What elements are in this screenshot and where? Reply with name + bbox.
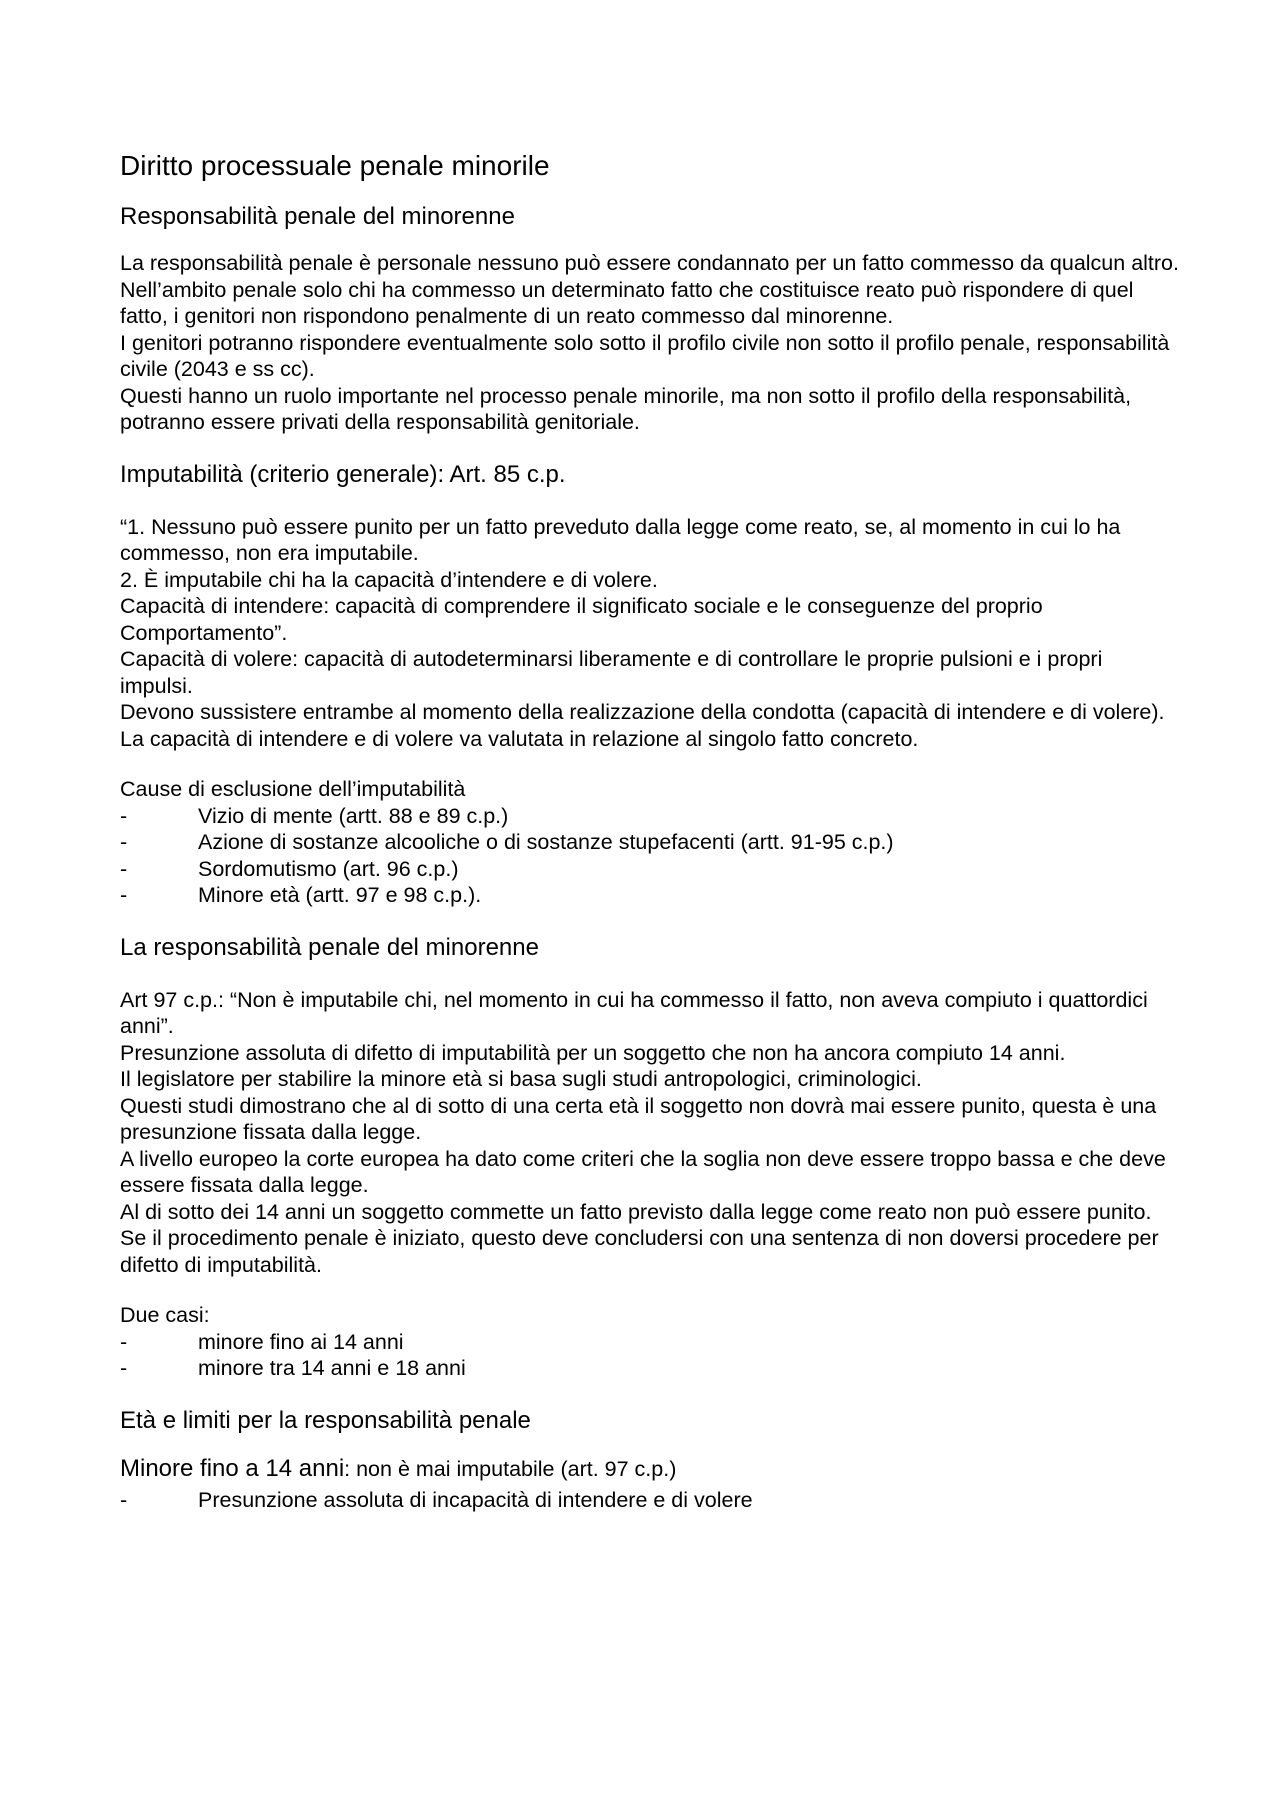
paragraph-line: Capacità di volere: capacità di autodeterminarsi liberamente e di controllare le proprie pulsioni e i propri impulsi. (120, 647, 1103, 698)
minore-14-list (120, 1487, 1180, 1514)
paragraph-line: Il legislatore per stabilire la minore età si basa sugli studi antropologici, criminologici. (120, 1067, 922, 1091)
section-heading-minorenne: La responsabilità penale del minorenne (120, 933, 539, 961)
cases-list (120, 1329, 1180, 1382)
paragraph-line: Questi hanno un ruolo importante nel processo penale minorile, ma non sotto il profilo della responsabilità, potranno essere privati della responsabilità genitoriale. (120, 383, 1132, 434)
paragraph-line: La capacità di intendere e di volere va valutata in relazione al singolo fatto concreto. (120, 726, 919, 751)
list-item (120, 882, 1180, 909)
paragraph-line: Questi studi dimostrano che al di sotto di una certa età il soggetto non dovrà mai essere punito, questa è una presunzione fissata dalla legge. (120, 1093, 1157, 1144)
list-item (120, 1487, 1180, 1514)
paragraph-line: 2. È imputabile chi ha la capacità d’intendere e di volere. (120, 567, 658, 592)
paragraph-line: Al di sotto dei 14 anni un soggetto commette un fatto previsto dalla legge come reato non può essere punito. (120, 1199, 1152, 1224)
paragraph-line: “1. Nessuno può essere punito per un fatto preveduto dalla legge come reato, se, al momento in cui lo ha commesso, non era imputabile. (120, 514, 1121, 565)
paragraph-line: Presunzione assoluta di difetto di imputabilità per un soggetto che non ha ancora compiuto 14 anni. (120, 1040, 1066, 1065)
list-item (120, 856, 1180, 883)
paragraph-line: Art 97 c.p.: “Non è imputabile chi, nel momento in cui ha commesso il fatto, non aveva compiuto i quattordici anni”. (120, 987, 1148, 1038)
list-item (120, 829, 1180, 856)
paragraph-line: Capacità di intendere: capacità di comprendere il significato sociale e le conseguenze del proprio Comportamento”. (120, 594, 1043, 645)
bullet-dash: - (120, 1329, 128, 1354)
causes-list (120, 803, 1180, 909)
bullet-dash: - (120, 856, 128, 881)
list-item-text: Minore età (artt. 97 e 98 c.p.). (198, 883, 482, 907)
bullet-dash: - (120, 830, 128, 854)
causes-label: Cause di esclusione dell’imputabilità (120, 777, 466, 801)
list-item-text: minore tra 14 anni e 18 anni (198, 1356, 466, 1380)
section-heading-eta-limiti: Età e limiti per la responsabilità penale (120, 1406, 531, 1434)
bullet-dash: - (120, 1356, 128, 1380)
list-item-text: Vizio di mente (artt. 88 e 89 c.p.) (198, 803, 509, 828)
bullet-dash: - (120, 883, 128, 907)
paragraph-line: A livello europeo la corte europea ha dato come criteri che la soglia non deve essere troppo bassa e che deve essere fissata dalla legge. (120, 1146, 1166, 1197)
bullet-dash: - (120, 1487, 128, 1512)
paragraph-line: Se il procedimento penale è iniziato, questo deve concludersi con una sentenza di non doversi procedere per difetto di imputabilità. (120, 1226, 1159, 1277)
document-title: Diritto processuale penale minorile (120, 150, 550, 181)
list-item-text: minore fino ai 14 anni (198, 1329, 404, 1354)
bullet-dash: - (120, 803, 128, 828)
list-item-text: Presunzione assoluta di incapacità di intendere e di volere (198, 1487, 753, 1512)
cases-label: Due casi: (120, 1303, 210, 1327)
sub-heading-main: Minore fino a 14 anni (120, 1454, 345, 1482)
document-page (120, 148, 1180, 1537)
list-item (120, 1355, 1180, 1382)
list-item-text: Sordomutismo (art. 96 c.p.) (198, 856, 459, 881)
section-body-responsabilita (120, 250, 1180, 436)
paragraph-line: La responsabilità penale è personale nessuno può essere condannato per un fatto commesso da qualcun altro. (120, 251, 1179, 275)
paragraph-line: Nell’ambito penale solo chi ha commesso un determinato fatto che costituisce reato può rispondere di quel fatto, i genitori non rispondono penalmente di un reato commesso dal minorenne. (120, 277, 1134, 328)
sub-heading-detail: : non è mai imputabile (art. 97 c.p.) (344, 1456, 677, 1481)
list-item (120, 803, 1180, 830)
list-item (120, 1329, 1180, 1356)
section-heading-responsabilita: Responsabilità penale del minorenne (120, 203, 515, 230)
section-body-minorenne (120, 987, 1180, 1279)
list-item-text: Azione di sostanze alcooliche o di sostanze stupefacenti (artt. 91-95 c.p.) (198, 830, 894, 854)
paragraph-line: Devono sussistere entrambe al momento della realizzazione della condotta (capacità di intendere e di volere). (120, 700, 1165, 724)
paragraph-line: I genitori potranno rispondere eventualmente solo sotto il profilo civile non sotto il profilo penale, responsabilità civile (2043 e ss cc). (120, 330, 1170, 381)
section-body-imputabilita (120, 514, 1180, 753)
section-heading-imputabilita: Imputabilità (criterio generale): Art. 85 c.p. (120, 460, 566, 488)
sub-heading-minore-14 (120, 1454, 1180, 1487)
